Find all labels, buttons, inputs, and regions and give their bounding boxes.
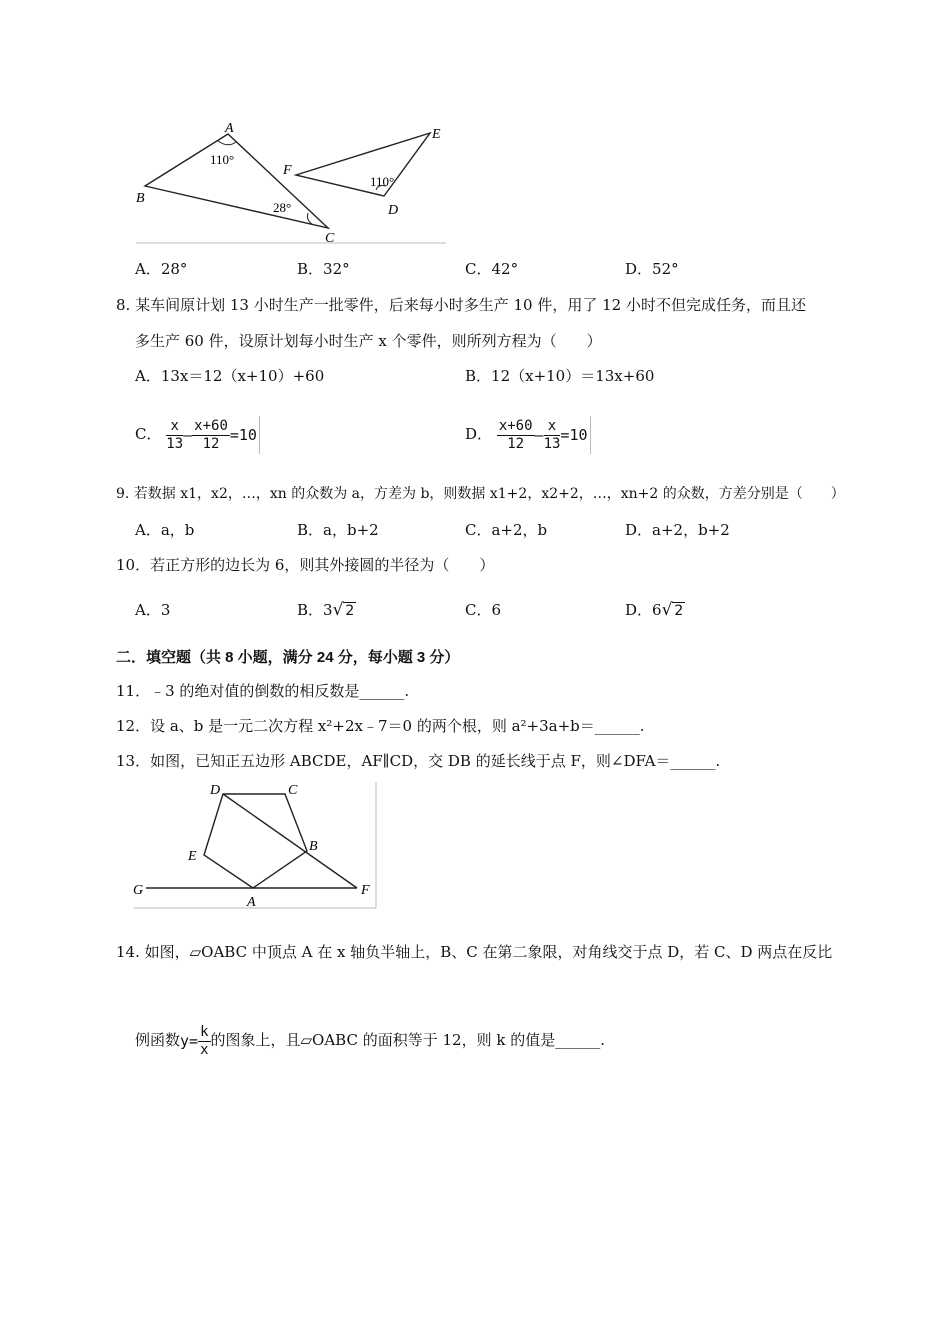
angle-a-arc [218, 141, 236, 145]
stem-prefix: 例函数 [135, 1031, 181, 1049]
label-d: D [388, 203, 399, 218]
pentagon-abcde [204, 794, 307, 888]
option-label: D．6 [625, 601, 662, 619]
equals-rhs: =10 [229, 426, 257, 444]
q8-option-b: B．12（x+10）＝13x+60 [465, 367, 655, 385]
function-lhs: y= [180, 1032, 199, 1050]
q14-stem-line1: 14. 如图，▱OABC 中顶点 A 在 x 轴负半轴上，B、C 在第二象限，对角线交于点 D，若 C、D 两点在反比 [116, 943, 833, 961]
numerator: x [166, 418, 183, 436]
q10-option-c: C．6 [465, 601, 502, 619]
q8-option-c [135, 415, 260, 454]
angle-c-arc [308, 213, 313, 224]
stem-suffix: 的图象上，且▱OABC 的面积等于 12，则 k 的值是______. [210, 1031, 605, 1049]
option-label: D． [465, 425, 493, 443]
label-f: F [361, 883, 370, 898]
q8-option-a: A．13x＝12（x+10）+60 [135, 367, 325, 385]
q10-stem: 10．若正方形的边长为 6，则其外接圆的半径为（ ） [116, 556, 495, 574]
q9-option-b: B．a，b+2 [297, 521, 379, 539]
numerator: x+60 [498, 417, 533, 434]
label-c: C [288, 783, 298, 798]
q8-option-d [465, 415, 591, 454]
q11-stem: 11．﹣3 的绝对值的倒数的相反数是______. [116, 682, 410, 700]
radicand: 2 [674, 603, 684, 619]
q10-option-b [297, 600, 356, 620]
label-angle-c: 28° [273, 200, 292, 215]
numerator: x+60 [194, 417, 228, 434]
q9-option-c: C．a+2，b [465, 521, 548, 539]
label-g: G [133, 883, 144, 898]
label-b: B [309, 839, 318, 854]
label-a: A [225, 121, 234, 136]
label-angle-a: 110° [210, 152, 235, 167]
q9-option-a: A．a，b [135, 521, 195, 539]
q13-pentagon-figure [130, 778, 380, 912]
label-d: D [210, 783, 221, 798]
image-edge [590, 416, 591, 454]
q10-option-a: A．3 [135, 601, 171, 619]
option-label: B．3 [297, 601, 333, 619]
q8-stem-line2: 多生产 60 件，设原计划每小时生产 x 个零件，则所列方程为（ ） [135, 332, 602, 350]
q7-option-b: B．32° [297, 260, 350, 278]
denominator: x [200, 1041, 209, 1058]
image-edge [259, 416, 260, 454]
numerator: x [544, 418, 561, 436]
triangle-abc [145, 134, 328, 228]
label-c: C [325, 231, 335, 246]
label-b: B [136, 191, 145, 206]
q10-option-d [625, 600, 685, 620]
q13-stem: 13．如图，已知正五边形 ABCDE，AF∥CD，交 DB 的延长线于点 F，则∠DFA＝______. [116, 752, 721, 770]
radical-sign: √ [332, 600, 344, 620]
q7-option-a: A．28° [135, 260, 188, 278]
fraction [166, 418, 183, 453]
triangle-def [296, 133, 430, 196]
minus-sign: – [183, 426, 193, 444]
q9-option-d: D．a+2，b+2 [625, 521, 730, 539]
option-label: C． [135, 425, 162, 443]
q7-option-c: C．42° [465, 260, 519, 278]
label-angle-d: 110° [370, 174, 395, 189]
q12-stem: 12．设 a、b 是一元二次方程 x²+2x﹣7＝0 的两个根，则 a²+3a+b＝______. [116, 717, 645, 735]
radical-sign: √ [661, 600, 673, 620]
fraction [544, 418, 561, 453]
q8-stem-line1: 8. 某车间原计划 13 小时生产一批零件，后来每小时多生产 10 件，用了 12 小时不但完成任务，而且还 [116, 296, 806, 314]
equals-rhs: =10 [560, 426, 588, 444]
minus-sign: – [534, 426, 544, 444]
label-a: A [247, 895, 256, 910]
fraction [497, 418, 535, 453]
q7-triangles-figure [132, 120, 452, 248]
section-title-fill-in: 二．填空题（共 8 小题，满分 24 分，每小题 3 分） [116, 649, 460, 666]
radicand: 2 [345, 603, 355, 619]
q14-stem-line2 [135, 1020, 605, 1061]
fraction-k-over-x [198, 1024, 210, 1059]
denominator: 12 [202, 435, 220, 452]
q7-option-d: D．52° [625, 260, 679, 278]
fraction [192, 418, 230, 453]
q9-stem: 9. 若数据 x1，x2，…，xn 的众数为 a，方差为 b，则数据 x1+2，x2+2，…，xn+2 的众数，方差分别是（ ） [116, 486, 845, 502]
numerator: k [200, 1023, 209, 1040]
label-e: E [188, 849, 197, 864]
label-e: E [432, 127, 441, 142]
label-f: F [283, 163, 292, 178]
denominator: 13 [543, 435, 561, 452]
denominator: 12 [507, 435, 525, 452]
denominator: 13 [166, 435, 184, 452]
